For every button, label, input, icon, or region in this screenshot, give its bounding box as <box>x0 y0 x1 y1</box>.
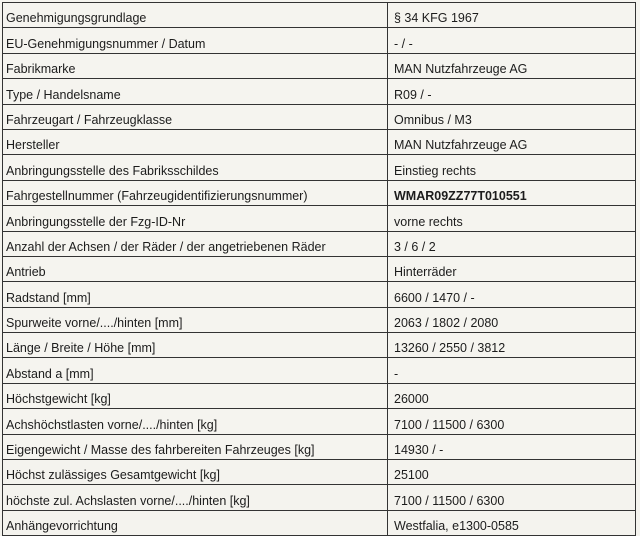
row-label: Achshöchstlasten vorne/..../hinten [kg] <box>3 409 388 434</box>
row-label: Anhängevorrichtung <box>3 510 388 535</box>
row-value: 3 / 6 / 2 <box>388 231 636 256</box>
row-label: Höchstgewicht [kg] <box>3 383 388 408</box>
table-row <box>3 79 636 104</box>
row-label: Höchst zulässiges Gesamtgewicht [kg] <box>3 460 388 485</box>
row-value: Omnibus / M3 <box>388 104 636 129</box>
row-value: - <box>388 358 636 383</box>
table-row <box>3 3 636 28</box>
row-label: Radstand [mm] <box>3 282 388 307</box>
table-row <box>3 460 636 485</box>
table-row <box>3 180 636 205</box>
row-label: EU-Genehmigungsnummer / Datum <box>3 28 388 53</box>
row-label: Hersteller <box>3 129 388 154</box>
row-value: 7100 / 11500 / 6300 <box>388 485 636 510</box>
row-label: Antrieb <box>3 256 388 281</box>
table-row <box>3 53 636 78</box>
row-value: 6600 / 1470 / - <box>388 282 636 307</box>
row-value: 25100 <box>388 460 636 485</box>
row-label: Fahrzeugart / Fahrzeugklasse <box>3 104 388 129</box>
row-value: § 34 KFG 1967 <box>388 3 636 28</box>
table-row <box>3 282 636 307</box>
row-label: Länge / Breite / Höhe [mm] <box>3 333 388 358</box>
table-row <box>3 510 636 535</box>
row-label: Anbringungsstelle des Fabriksschildes <box>3 155 388 180</box>
row-value: 14930 / - <box>388 434 636 459</box>
row-value: Einstieg rechts <box>388 155 636 180</box>
row-label: Spurweite vorne/..../hinten [mm] <box>3 307 388 332</box>
row-value: R09 / - <box>388 79 636 104</box>
table-row <box>3 333 636 358</box>
row-label: Anzahl der Achsen / der Räder / der angetriebenen Räder <box>3 231 388 256</box>
row-value: MAN Nutzfahrzeuge AG <box>388 53 636 78</box>
row-value: Westfalia, e1300-0585 <box>388 510 636 535</box>
table-row <box>3 383 636 408</box>
row-label: Anbringungsstelle der Fzg-ID-Nr <box>3 206 388 231</box>
row-label: Fahrgestellnummer (Fahrzeugidentifizierungsnummer) <box>3 180 388 205</box>
table-row <box>3 231 636 256</box>
vehicle-data-table <box>2 2 636 536</box>
table-row <box>3 129 636 154</box>
table-row <box>3 206 636 231</box>
table-row <box>3 256 636 281</box>
row-value: 2063 / 1802 / 2080 <box>388 307 636 332</box>
table-row <box>3 434 636 459</box>
row-value: 13260 / 2550 / 3812 <box>388 333 636 358</box>
vin-value: WMAR09ZZ77T010551 <box>388 180 636 205</box>
row-value: 7100 / 11500 / 6300 <box>388 409 636 434</box>
table-row <box>3 155 636 180</box>
row-label: Fabrikmarke <box>3 53 388 78</box>
table-row <box>3 307 636 332</box>
row-value: MAN Nutzfahrzeuge AG <box>388 129 636 154</box>
row-label: Eigengewicht / Masse des fahrbereiten Fahrzeuges [kg] <box>3 434 388 459</box>
row-value: Hinterräder <box>388 256 636 281</box>
row-value: 26000 <box>388 383 636 408</box>
table-row <box>3 104 636 129</box>
table-row <box>3 409 636 434</box>
row-label: höchste zul. Achslasten vorne/..../hinten [kg] <box>3 485 388 510</box>
table-row <box>3 28 636 53</box>
table-row <box>3 485 636 510</box>
table-row <box>3 358 636 383</box>
row-label: Type / Handelsname <box>3 79 388 104</box>
row-value: vorne rechts <box>388 206 636 231</box>
row-label: Abstand a [mm] <box>3 358 388 383</box>
row-label: Genehmigungsgrundlage <box>3 3 388 28</box>
row-value: - / - <box>388 28 636 53</box>
